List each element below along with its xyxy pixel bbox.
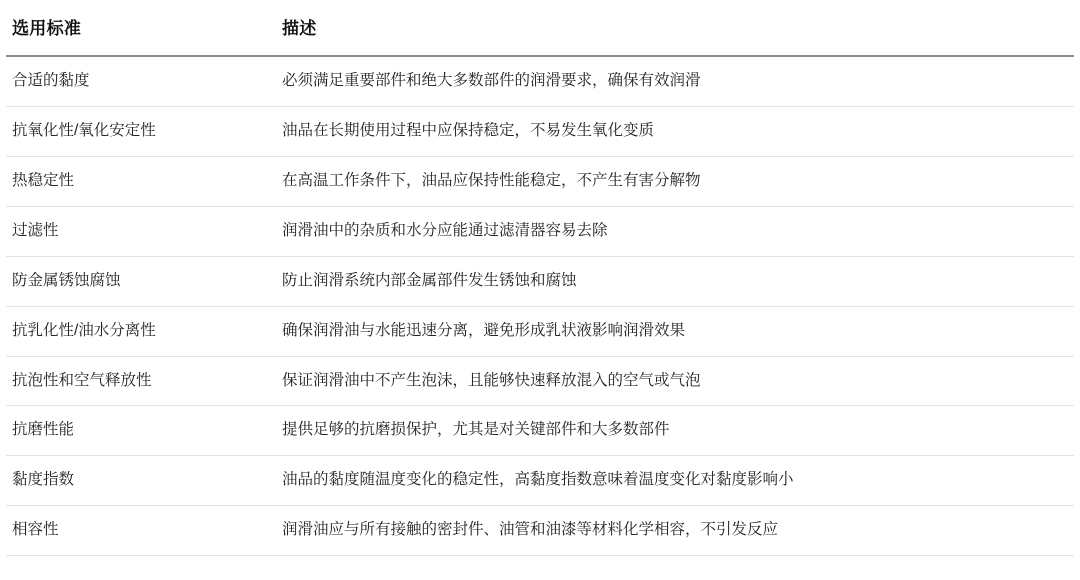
cell-criterion: 抗氧化性/氧化安定性 — [6, 106, 270, 156]
table-row — [6, 356, 1074, 406]
cell-criterion: 抗泡性和空气释放性 — [6, 356, 270, 406]
cell-description: 在高温工作条件下，油品应保持性能稳定，不产生有害分解物 — [270, 156, 1074, 206]
table-row — [6, 306, 1074, 356]
table-row — [6, 506, 1074, 556]
cell-description: 油品在长期使用过程中应保持稳定，不易发生氧化变质 — [270, 106, 1074, 156]
cell-description: 润滑油中的杂质和水分应能通过滤清器容易去除 — [270, 206, 1074, 256]
table-row — [6, 156, 1074, 206]
table-row — [6, 56, 1074, 106]
cell-criterion: 抗磨性能 — [6, 406, 270, 456]
cell-criterion: 抗乳化性/油水分离性 — [6, 306, 270, 356]
cell-criterion: 相容性 — [6, 506, 270, 556]
cell-criterion: 防金属锈蚀腐蚀 — [6, 256, 270, 306]
table-row — [6, 406, 1074, 456]
header-criterion: 选用标准 — [6, 0, 270, 56]
cell-description: 防止润滑系统内部金属部件发生锈蚀和腐蚀 — [270, 256, 1074, 306]
table-header — [6, 0, 1074, 56]
cell-description: 油品的黏度随温度变化的稳定性，高黏度指数意味着温度变化对黏度影响小 — [270, 456, 1074, 506]
cell-criterion: 合适的黏度 — [6, 56, 270, 106]
table-row — [6, 206, 1074, 256]
table-row — [6, 456, 1074, 506]
table-header-row — [6, 0, 1074, 56]
cell-criterion: 过滤性 — [6, 206, 270, 256]
header-description: 描述 — [270, 0, 1074, 56]
cell-description: 必须满足重要部件和绝大多数部件的润滑要求，确保有效润滑 — [270, 56, 1074, 106]
cell-description: 确保润滑油与水能迅速分离，避免形成乳状液影响润滑效果 — [270, 306, 1074, 356]
cell-description: 提供足够的抗磨损保护，尤其是对关键部件和大多数部件 — [270, 406, 1074, 456]
table-row — [6, 256, 1074, 306]
cell-description: 润滑油应与所有接触的密封件、油管和油漆等材料化学相容，不引发反应 — [270, 506, 1074, 556]
cell-criterion: 黏度指数 — [6, 456, 270, 506]
criteria-table — [6, 0, 1074, 556]
table-row — [6, 106, 1074, 156]
cell-criterion: 热稳定性 — [6, 156, 270, 206]
table-body — [6, 56, 1074, 556]
cell-description: 保证润滑油中不产生泡沫，且能够快速释放混入的空气或气泡 — [270, 356, 1074, 406]
